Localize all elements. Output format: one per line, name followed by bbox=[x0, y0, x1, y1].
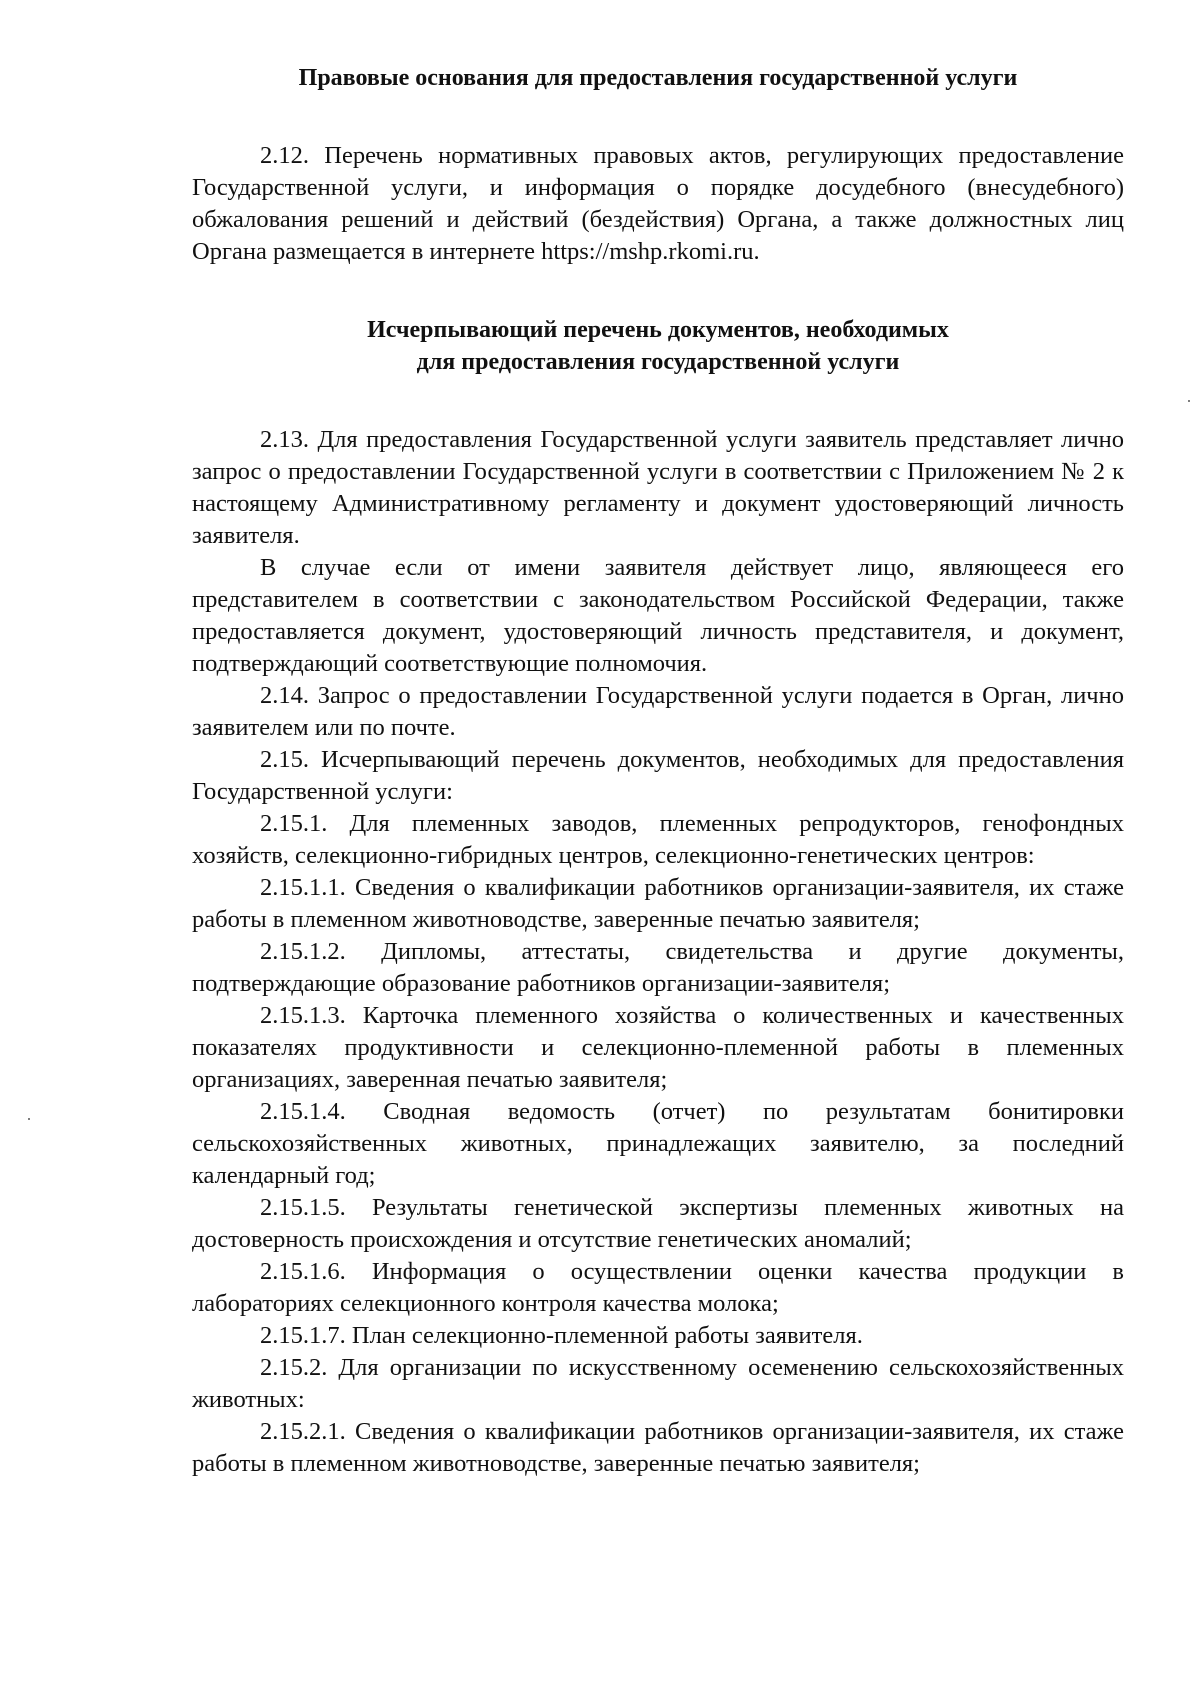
paragraph-2-15-1-7: 2.15.1.7. План селекционно-племенной работы заявителя. bbox=[260, 1322, 863, 1349]
paragraph-2-12-text: 2.12. Перечень нормативных правовых актов, регулирующих предоставление Государственной услуги, и информация о порядке досудебного (внесудебного) обжалования решений и действий (бездействия) Органа, а также должностных лиц Органа размещается в интернете bbox=[192, 142, 1124, 265]
paragraph-2-15-1-6: 2.15.1.6. Информация о осуществлении оценки качества продукции в лабораториях селекционного контроля качества молока; bbox=[192, 1258, 1124, 1317]
paragraph-2-15-2: 2.15.2. Для организации по искусственному осеменению сельскохозяйственных животных: bbox=[192, 1354, 1124, 1413]
heading-documents-line-1: Исчерпывающий перечень документов, необходимых bbox=[367, 317, 949, 343]
paragraph-2-15-1-4: 2.15.1.4. Сводная ведомость (отчет) по результатам бонитировки сельскохозяйственных животных, принадлежащих заявителю, за последний календарный год; bbox=[192, 1098, 1124, 1189]
document-body bbox=[192, 62, 1124, 1480]
heading-documents-line-2: для предоставления государственной услуги bbox=[416, 349, 900, 375]
ministry-url: https://mshp.rkomi.ru. bbox=[541, 238, 760, 265]
paragraph-2-15-2-1: 2.15.2.1. Сведения о квалификации работников организации-заявителя, их стаже работы в племенном животноводстве, заверенные печатью заявителя; bbox=[192, 1418, 1124, 1477]
heading-legal-basis: Правовые основания для предоставления государственной услуги bbox=[298, 65, 1018, 91]
paragraph-2-13: 2.13. Для предоставления Государственной услуги заявитель представляет лично запрос о предоставлении Государственной услуги в соответствии с Приложением № 2 к настоящему Административному регламенту и документ удостоверяющий личность заявителя. bbox=[192, 426, 1124, 549]
paragraph-2-15-1-2: 2.15.1.2. Дипломы, аттестаты, свидетельства и другие документы, подтверждающие образование работников организации-заявителя; bbox=[192, 938, 1124, 997]
paragraph-2-15-1-3: 2.15.1.3. Карточка племенного хозяйства о количественных и качественных показателях продуктивности и селекционно-племенной работы в племенных организациях, заверенная печатью заявителя; bbox=[192, 1002, 1124, 1093]
scan-speck bbox=[28, 1118, 30, 1120]
paragraph-representative: В случае если от имени заявителя действует лицо, являющееся его представителем в соответствии с законодательством Российской Федерации, также предоставляется документ, удостоверяющий личность представителя, и документ, подтверждающий соответствующие полномочия. bbox=[192, 554, 1124, 677]
paragraph-2-15-1-5: 2.15.1.5. Результаты генетической экспертизы племенных животных на достоверность происхождения и отсутствие генетических аномалий; bbox=[192, 1194, 1124, 1253]
paragraph-2-14: 2.14. Запрос о предоставлении Государственной услуги подается в Орган, лично заявителем или по почте. bbox=[192, 682, 1124, 741]
paragraph-2-15-1-1: 2.15.1.1. Сведения о квалификации работников организации-заявителя, их стаже работы в племенном животноводстве, заверенные печатью заявителя; bbox=[192, 874, 1124, 933]
paragraph-2-12 bbox=[192, 140, 1124, 268]
scan-speck bbox=[1188, 400, 1190, 402]
paragraph-2-15: 2.15. Исчерпывающий перечень документов, необходимых для предоставления Государственной услуги: bbox=[192, 746, 1124, 805]
paragraph-2-15-1: 2.15.1. Для племенных заводов, племенных репродукторов, генофондных хозяйств, селекционно-гибридных центров, селекционно-генетических центров: bbox=[192, 810, 1124, 869]
heading-documents-list bbox=[192, 314, 1124, 378]
